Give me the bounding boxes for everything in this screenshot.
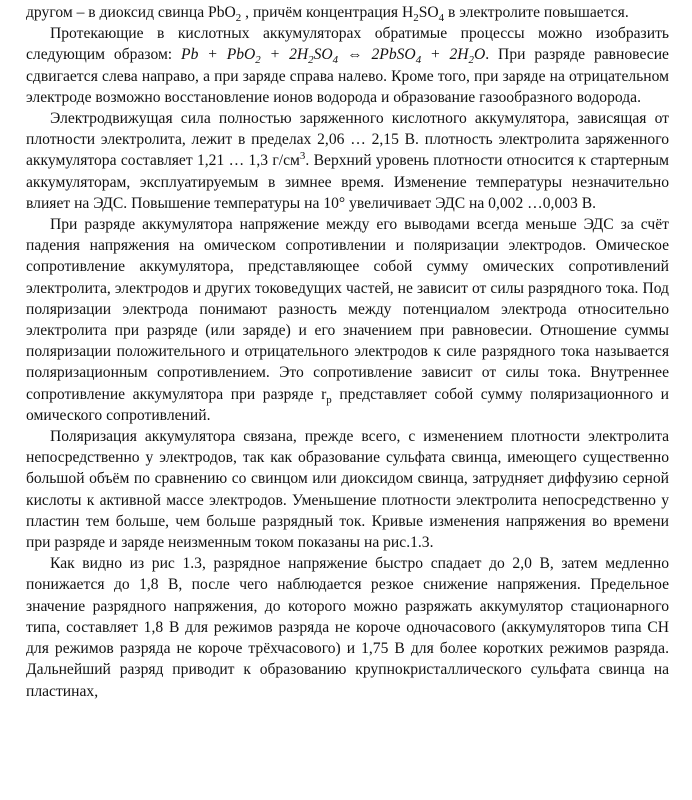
formula-text: + 2H [421,46,469,64]
formula-text: + 2H [260,46,309,64]
text-run: Как видно из рис 1.3, разрядное напряжение быстро спадает до 2,0 В, затем медленно понижается до 1,8 В, после чего наблюдается резкое снижение напряжения. Предельное значение разрядного напряжения, до которого можно разряжать аккумулятор стационарного типа, составляет 1,8 В для режимов разряда не короче одночасового (аккумуляторов типа СН для режимов разряда не короче трёхчасового) и 1,75 В для более коротких режимов разряда. Дальнейший разряд приводит к образованию крупнокристаллического сульфата свинца на пластинах, [26,555,669,700]
text-run: SO [418,4,439,21]
formula-text: O [473,46,486,64]
subscript: 2 [413,12,419,25]
text-run: Протекающие в кислотных аккумуляторах обратимые процессы можно изобразить следующим образом: [26,25,669,64]
text-run: представляет собой сумму поляризационного и омического сопротивлений. [26,385,670,424]
subscript: 2 [468,54,474,67]
subscript: 2 [308,54,314,67]
text-run: Поляризация аккумулятора связана, прежде всего, с изменением плотности электролита непосредственно у электродов, так как образование сульфата свинца, имеющего существенно большой объём по сравнению со свинцом или диоксидом свинца, затрудняет диффузию серной кислоты к активной массе электродов. Уменьшение плотности электролита непосредственно у пластин тем больше, чем больше разрядный ток. Кривые изменения напряжения во времени при разряде и заряде неизменным током показаны на рис.1.3. [26,428,669,552]
document-page [26,2,669,702]
paragraph-reversible-reactions [26,23,669,108]
paragraph-discharge-voltage [26,553,669,701]
text-run: . При разряде равновесие сдвигается слева направо, а при заряде справа налево. Кроме того, при заряде на отрицательном электроде возможно восстановление ионов водорода и образование газообразного водорода. [26,46,669,106]
formula-text: SO [313,46,333,64]
subscript: 4 [332,54,339,67]
text-run: в электролите повышается. [444,4,629,21]
formula-text: Pb + PbO [181,46,256,64]
paragraph-continuation [26,2,669,23]
paragraph-polarization [26,426,669,553]
text-run: другом – в диоксид свинца PbO [26,4,236,21]
paragraph-emf [26,108,669,214]
subscript: 2 [255,54,261,67]
text-run: . Верхний уровень плотности относится к стартерным аккумуляторам, эксплуатируемым в зимнее время. Изменение температуры незначительно влияет на ЭДС. Повышение температуры на 10° увеличивает ЭДС на 0,002 …0,003 В. [26,152,670,212]
superscript: 3 [299,150,306,163]
text-run: При разряде аккумулятора напряжение между его выводами всегда меньше ЭДС за счёт падения напряжения на омическом сопротивлении и поляризации электродов. Омическое сопротивление аккумулятора, представляющее собой сумму омических сопротивлений электролита, электродов и других токоведущих частей, не зависит от силы разрядного тока. Под поляризации электрода понимают разность между потенциалом электрода относительно электролита при разряде (или заряде) и его значением при равновесии. Отношение суммы поляризации положительного и отрицательного электродов к силе разрядного тока называется поляризационным сопротивлением. Это сопротивление зависит от силы тока. Внутреннее сопротивление аккумулятора при разряде r [26,216,669,403]
subscript: р [326,393,332,406]
subscript: 4 [438,12,445,25]
text-run: Электродвижущая сила полностью заряженного кислотного аккумулятора, зависящая от плотности электролита, лежит в пределах 2,06 … 2,15 В. плотность электролита заряженного аккумулятора составляет 1,21 … 1,3 г/см [26,110,669,170]
formula-text: ⇔ 2PbSO [338,46,416,64]
subscript: 4 [415,54,422,67]
paragraph-internal-resistance [26,214,669,426]
text-run: , причём концентрация H [241,4,414,21]
subscript: 2 [235,12,242,25]
